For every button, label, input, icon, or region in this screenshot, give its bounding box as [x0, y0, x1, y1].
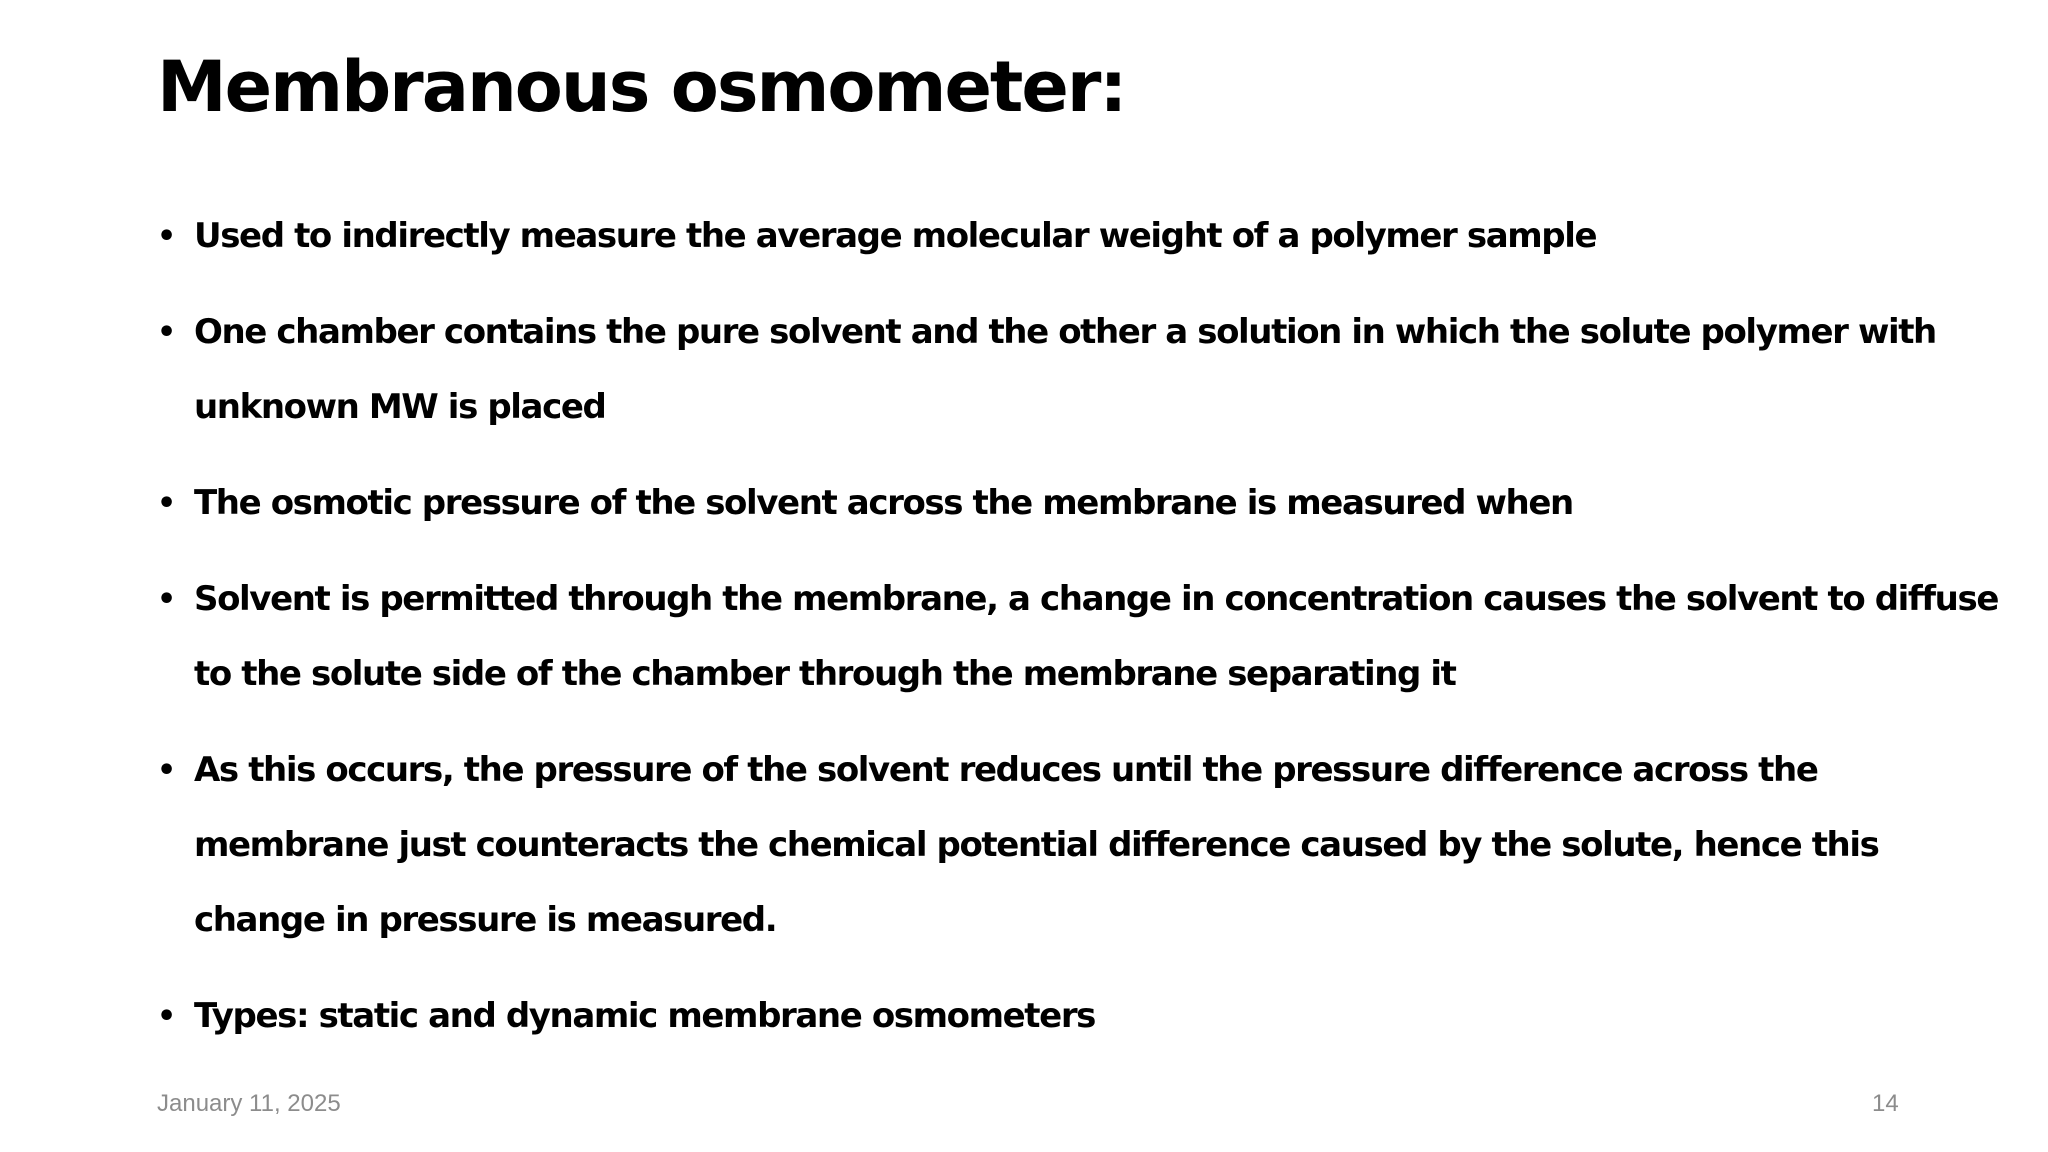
bullet-dot-icon: •: [157, 315, 177, 350]
bullet-item: [157, 562, 2007, 712]
slide-title: Membranous osmometer:: [157, 46, 1126, 128]
bullet-text: The osmotic pressure of the solvent across the membrane is measured when: [194, 483, 1573, 523]
bullet-dot-icon: •: [157, 486, 177, 521]
footer-page-number: 14: [1872, 1090, 1899, 1117]
bullet-text: Used to indirectly measure the average molecular weight of a polymer sample: [194, 216, 1597, 256]
bullet-dot-icon: •: [157, 999, 177, 1034]
bullet-item: [157, 466, 2007, 541]
bullet-dot-icon: •: [157, 753, 177, 788]
bullet-text: Solvent is permitted through the membrane, a change in concentration causes the solvent to diffuse to the solute side of the chamber through the membrane separating it: [194, 579, 1998, 694]
bullet-list: [157, 199, 2007, 1075]
bullet-item: [157, 733, 2007, 958]
bullet-item: [157, 979, 2007, 1054]
bullet-text: Types: static and dynamic membrane osmometers: [194, 996, 1096, 1036]
bullet-dot-icon: •: [157, 582, 177, 617]
bullet-item: [157, 295, 2007, 445]
bullet-text: As this occurs, the pressure of the solvent reduces until the pressure difference across the membrane just counteracts the chemical potential difference caused by the solute, hence this change in pressure is measured.: [194, 750, 1879, 940]
bullet-dot-icon: •: [157, 219, 177, 254]
footer-date: January 11, 2025: [157, 1090, 341, 1117]
bullet-item: [157, 199, 2007, 274]
bullet-text: One chamber contains the pure solvent and the other a solution in which the solute polymer with unknown MW is placed: [194, 312, 1936, 427]
